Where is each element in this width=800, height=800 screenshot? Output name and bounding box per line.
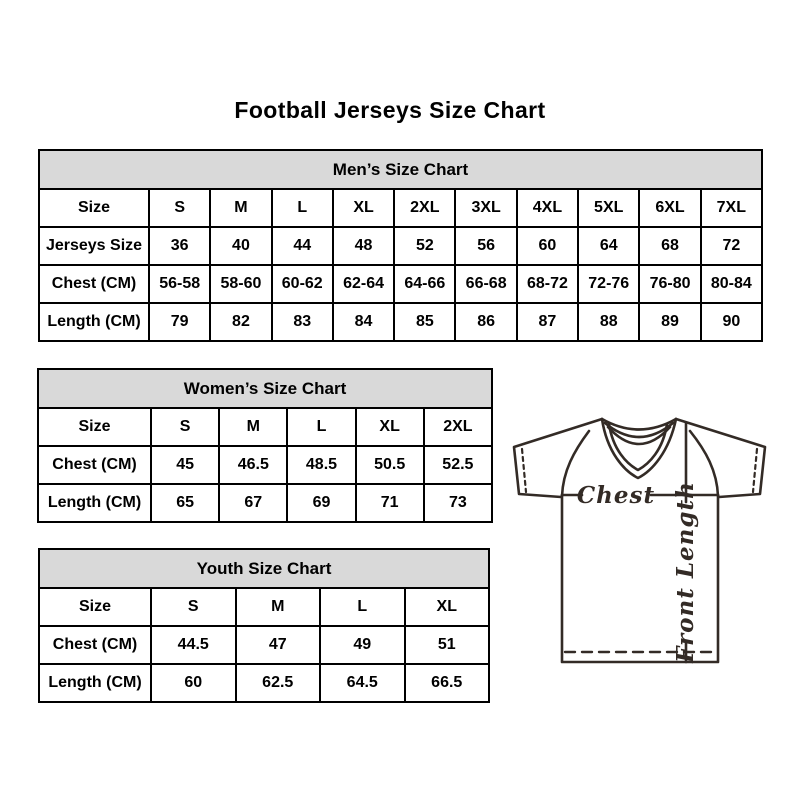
table-cell: 73: [424, 484, 492, 522]
row-label: Chest (CM): [38, 446, 151, 484]
table-cell: S: [149, 189, 210, 227]
table-cell: 6XL: [639, 189, 700, 227]
table-cell: 65: [151, 484, 219, 522]
table-row: [39, 189, 762, 227]
row-label: Size: [38, 408, 151, 446]
table-cell: 60-62: [272, 265, 333, 303]
youth-size-chart-table: [38, 587, 490, 703]
table-cell: 56-58: [149, 265, 210, 303]
table-cell: 72-76: [578, 265, 639, 303]
table-cell: 66.5: [405, 664, 490, 702]
table-cell: L: [272, 189, 333, 227]
table-row: [39, 626, 489, 664]
table-cell: 40: [210, 227, 271, 265]
table-cell: 80-84: [701, 265, 762, 303]
table-cell: 60: [517, 227, 578, 265]
table-cell: 7XL: [701, 189, 762, 227]
row-label: Jerseys Size: [39, 227, 149, 265]
table-cell: 36: [149, 227, 210, 265]
table-cell: 85: [394, 303, 455, 341]
table-cell: XL: [333, 189, 394, 227]
row-label: Chest (CM): [39, 626, 151, 664]
table-cell: 72: [701, 227, 762, 265]
table-row: [39, 303, 762, 341]
table-cell: S: [151, 408, 219, 446]
table-row: [39, 227, 762, 265]
table-cell: 86: [455, 303, 516, 341]
front-length-label: Front Length: [672, 481, 699, 663]
jersey-right-cuff-dashes: [753, 449, 757, 492]
table-cell: L: [320, 588, 405, 626]
jersey-measurement-diagram: [495, 405, 790, 675]
row-label: Length (CM): [39, 664, 151, 702]
womens-size-chart: [37, 368, 493, 523]
table-cell: 4XL: [517, 189, 578, 227]
womens-size-chart-table: [37, 407, 493, 523]
table-cell: 71: [356, 484, 424, 522]
table-cell: 62.5: [236, 664, 321, 702]
table-cell: 64-66: [394, 265, 455, 303]
mens-size-chart: [38, 149, 763, 342]
table-cell: 48.5: [287, 446, 355, 484]
table-cell: 5XL: [578, 189, 639, 227]
table-cell: 87: [517, 303, 578, 341]
table-cell: 44.5: [151, 626, 236, 664]
table-cell: 88: [578, 303, 639, 341]
table-cell: 52: [394, 227, 455, 265]
row-label: Length (CM): [38, 484, 151, 522]
table-row: [38, 408, 492, 446]
table-cell: 44: [272, 227, 333, 265]
row-label: Size: [39, 588, 151, 626]
womens-size-chart-title: Women’s Size Chart: [37, 368, 493, 407]
table-row: [39, 588, 489, 626]
mens-size-chart-table: [38, 188, 763, 342]
table-cell: 90: [701, 303, 762, 341]
page-title: Football Jerseys Size Chart: [234, 97, 546, 123]
table-cell: 79: [149, 303, 210, 341]
table-cell: 76-80: [639, 265, 700, 303]
table-cell: 2XL: [394, 189, 455, 227]
row-label: Length (CM): [39, 303, 149, 341]
table-cell: M: [210, 189, 271, 227]
table-cell: 62-64: [333, 265, 394, 303]
table-cell: 51: [405, 626, 490, 664]
table-cell: 69: [287, 484, 355, 522]
jersey-left-cuff-dashes: [522, 449, 526, 492]
row-label: Size: [39, 189, 149, 227]
table-cell: 68-72: [517, 265, 578, 303]
table-cell: 64.5: [320, 664, 405, 702]
table-cell: 89: [639, 303, 700, 341]
table-row: [38, 484, 492, 522]
table-cell: 83: [272, 303, 333, 341]
table-cell: 52.5: [424, 446, 492, 484]
table-cell: 48: [333, 227, 394, 265]
table-cell: 66-68: [455, 265, 516, 303]
table-cell: M: [236, 588, 321, 626]
table-cell: 60: [151, 664, 236, 702]
table-row: [39, 664, 489, 702]
table-cell: 50.5: [356, 446, 424, 484]
youth-size-chart: [38, 548, 490, 703]
table-cell: S: [151, 588, 236, 626]
table-cell: 56: [455, 227, 516, 265]
table-cell: XL: [356, 408, 424, 446]
table-cell: 46.5: [219, 446, 287, 484]
table-cell: 82: [210, 303, 271, 341]
table-cell: XL: [405, 588, 490, 626]
table-cell: 2XL: [424, 408, 492, 446]
table-cell: 64: [578, 227, 639, 265]
table-cell: L: [287, 408, 355, 446]
table-cell: 67: [219, 484, 287, 522]
youth-size-chart-title: Youth Size Chart: [38, 548, 490, 587]
row-label: Chest (CM): [39, 265, 149, 303]
table-cell: M: [219, 408, 287, 446]
table-cell: 49: [320, 626, 405, 664]
table-cell: 68: [639, 227, 700, 265]
mens-size-chart-title: Men’s Size Chart: [38, 149, 763, 188]
table-cell: 47: [236, 626, 321, 664]
table-row: [39, 265, 762, 303]
chest-label: Chest: [576, 482, 656, 509]
table-cell: 45: [151, 446, 219, 484]
table-cell: 84: [333, 303, 394, 341]
table-cell: 3XL: [455, 189, 516, 227]
table-cell: 58-60: [210, 265, 271, 303]
table-row: [38, 446, 492, 484]
